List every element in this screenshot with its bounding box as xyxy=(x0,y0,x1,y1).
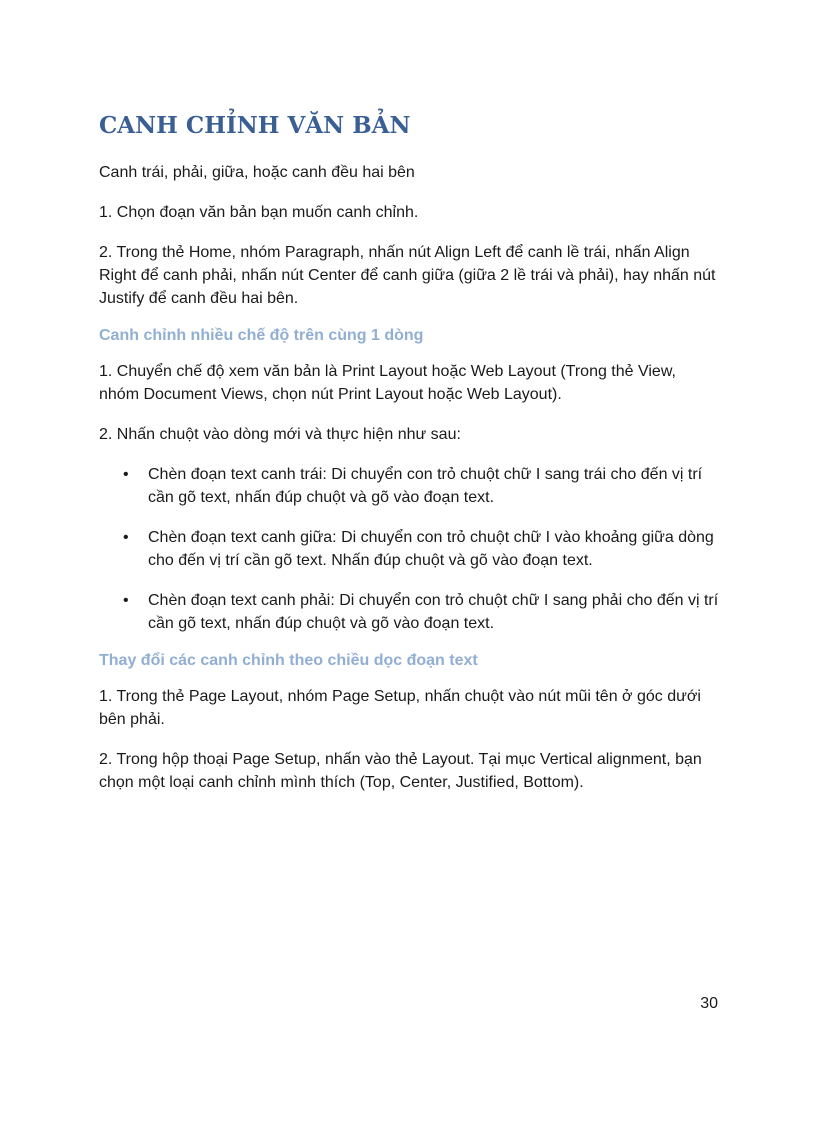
list-item xyxy=(99,589,719,635)
bullet-icon: • xyxy=(123,529,129,546)
list-item xyxy=(99,463,719,509)
list-item-text: Chèn đoạn text canh phải: Di chuyển con trỏ chuột chữ I sang phải cho đến vị trí cần gõ text, nhấn đúp chuột và gõ vào đoạn text. xyxy=(148,592,719,632)
align-step-1: 1. Chọn đoạn văn bản bạn muốn canh chỉnh. xyxy=(99,204,419,221)
vertical-step-2: 2. Trong hộp thoại Page Setup, nhấn vào thẻ Layout. Tại mục Vertical alignment, bạn chọn một loại canh chỉnh mình thích (Top, Center, Justified, Bottom). xyxy=(99,751,702,791)
list-item-text: Chèn đoạn text canh trái: Di chuyển con trỏ chuột chữ I sang trái cho đến vị trí cần gõ text, nhấn đúp chuột và gõ vào đoạn text. xyxy=(148,466,703,506)
page-content xyxy=(99,112,719,811)
list-item-text: Chèn đoạn text canh giữa: Di chuyển con trỏ chuột chữ I vào khoảng giữa dòng cho đến vị trí cần gõ text. Nhấn đúp chuột và gõ vào đoạn text. xyxy=(148,529,714,569)
section-heading-vertical-align: Thay đổi các canh chỉnh theo chiều dọc đoạn text xyxy=(99,652,478,669)
bullet-icon: • xyxy=(123,592,129,609)
section-heading-multi-align: Canh chỉnh nhiều chế độ trên cùng 1 dòng xyxy=(99,327,424,344)
multi-step-2: 2. Nhấn chuột vào dòng mới và thực hiện như sau: xyxy=(99,426,461,443)
bullet-list xyxy=(99,463,719,635)
vertical-step-1: 1. Trong thẻ Page Layout, nhóm Page Setup, nhấn chuột vào nút mũi tên ở góc dưới bên phải. xyxy=(99,688,701,728)
multi-step-1: 1. Chuyển chế độ xem văn bản là Print Layout hoặc Web Layout (Trong thẻ View, nhóm Document Views, chọn nút Print Layout hoặc Web Layout). xyxy=(99,363,676,403)
intro-paragraph: Canh trái, phải, giữa, hoặc canh đều hai bên xyxy=(99,164,415,181)
page-number: 30 xyxy=(700,995,718,1012)
list-item xyxy=(99,526,719,572)
page-title: CANH CHỈNH VĂN BẢN xyxy=(99,112,411,139)
align-step-2: 2. Trong thẻ Home, nhóm Paragraph, nhấn nút Align Left để canh lề trái, nhấn Align Right để canh phải, nhấn nút Center để canh giữa (giữa 2 lề trái và phải), hay nhấn nút Justify để canh đều hai bên. xyxy=(99,244,716,307)
bullet-icon: • xyxy=(123,466,129,483)
